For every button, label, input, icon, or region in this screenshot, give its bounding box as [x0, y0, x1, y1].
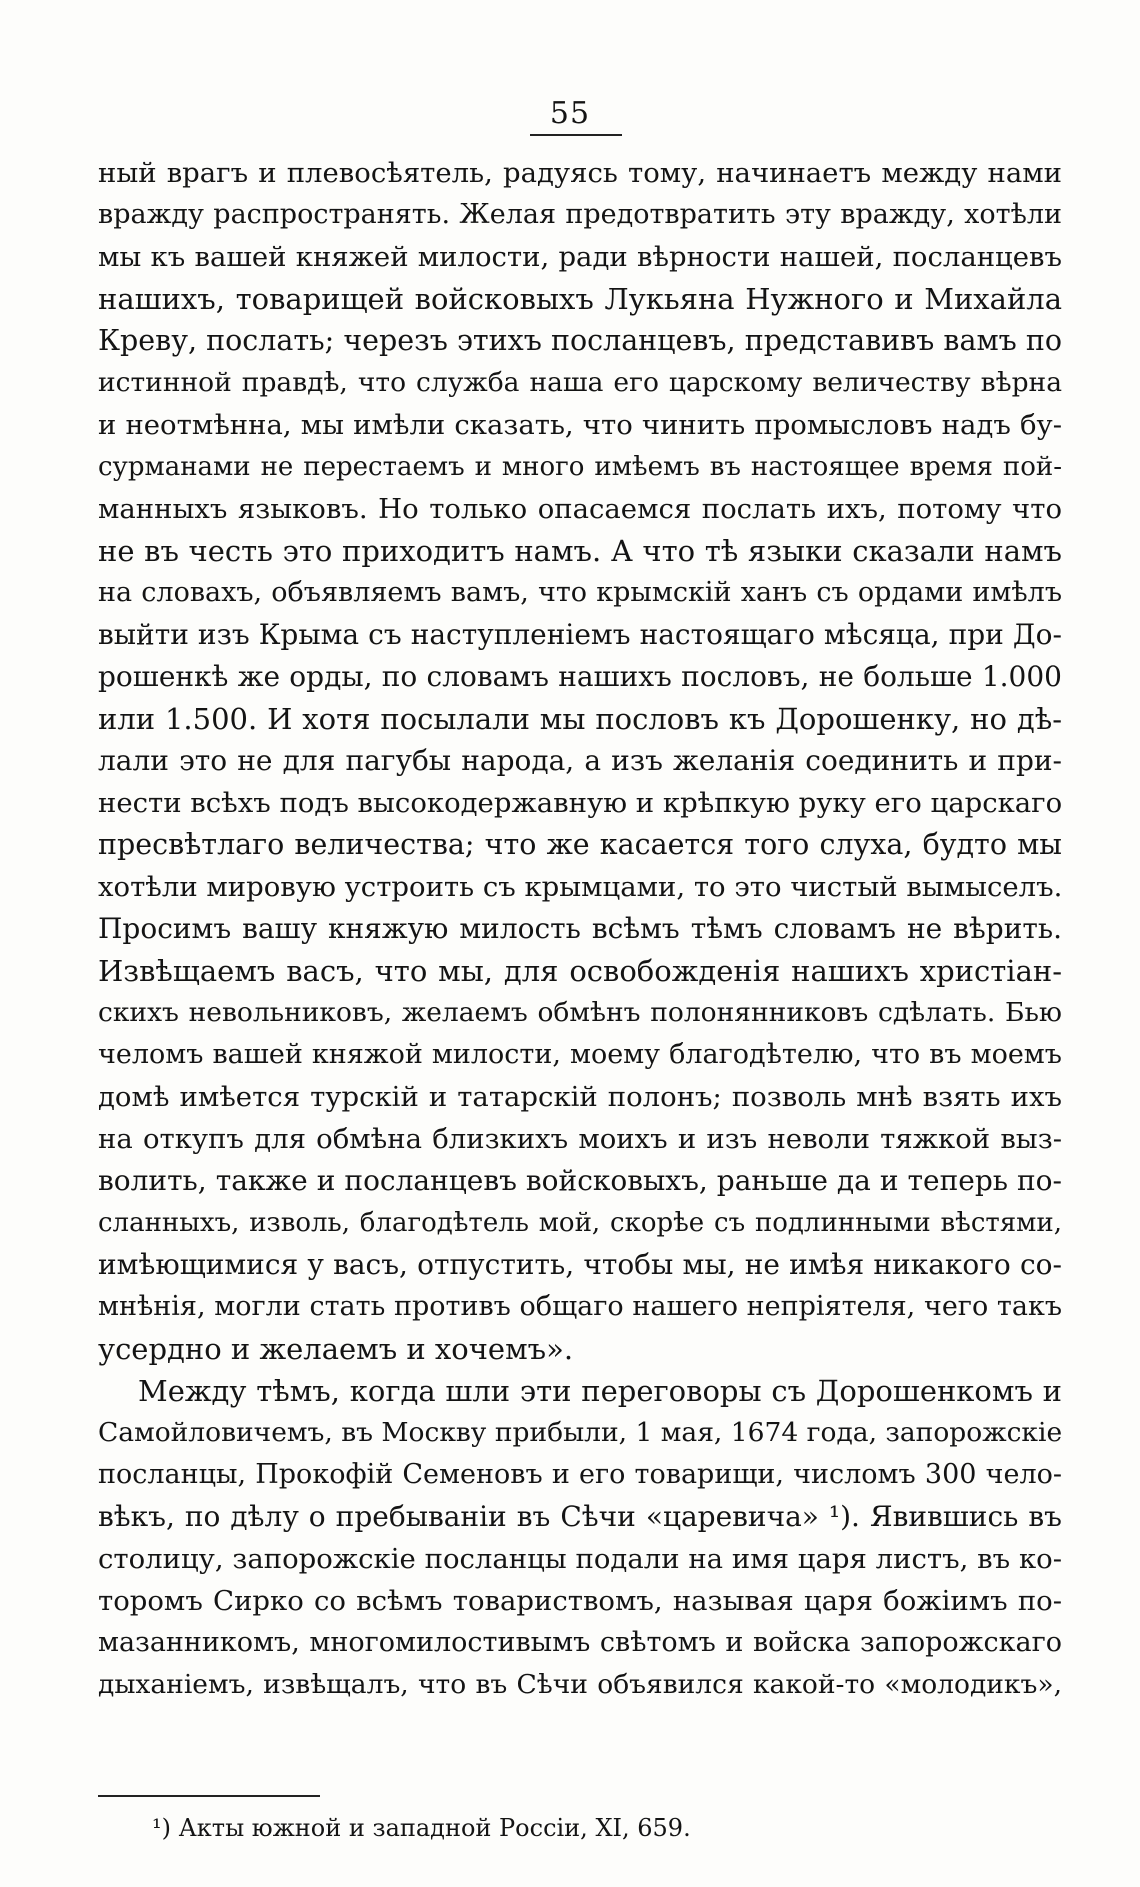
text-line: хотѣли мировую устроить съ крымцами, то это чистый вымыселъ.	[98, 871, 1062, 903]
text-line: мы къ вашей княжей милости, ради вѣрности нашей, посланцевъ	[98, 241, 1062, 273]
text-line: нести всѣхъ подъ высокодержавную и крѣпкую руку его царскаго	[98, 787, 1062, 819]
footnote-marker: ¹)	[152, 1814, 171, 1842]
text-line: или 1.500. И хотя посылали мы пословъ къ Дорошенку, но дѣ-	[98, 702, 1062, 736]
text-line: торомъ Сирко со всѣмъ товариствомъ, называя царя божіимъ по-	[98, 1585, 1062, 1617]
page-number: 55	[549, 96, 591, 131]
text-line: на словахъ, объявляемъ вамъ, что крымскій ханъ съ ордами имѣлъ	[98, 577, 1062, 608]
text-line: выйти изъ Крыма съ наступленіемъ настоящаго мѣсяца, при До-	[98, 618, 1062, 651]
text-line: манныхъ языковъ. Но только опасаемся послать ихъ, потому что	[98, 493, 1062, 525]
text-line: Между тѣмъ, когда шли эти переговоры съ Дорошенкомъ и	[138, 1374, 1062, 1408]
text-line: и неотмѣнна, мы имѣли сказать, что чинить промысловъ надъ бу-	[98, 409, 1062, 441]
footnote-rule	[98, 1795, 320, 1797]
footnote-text: Акты южной и западной Россіи, XI, 659.	[178, 1814, 691, 1842]
text-line: челомъ вашей княжой милости, моему благодѣтелю, что въ моемъ	[98, 1039, 1062, 1070]
text-line: сурманами не перестаемъ и много имѣемъ въ настоящее время пой-	[98, 452, 1062, 482]
text-line: вражду распространять. Желая предотвратить эту вражду, хотѣли	[98, 199, 1062, 230]
page-number-rule	[530, 134, 622, 136]
text-line: нашихъ, товарищей войсковыхъ Лукьяна Нужного и Михайла	[98, 282, 1062, 316]
text-line: Извѣщаемъ васъ, что мы, для освобожденія нашихъ христіан-	[98, 954, 1062, 988]
text-line: волить, также и посланцевъ войсковыхъ, раньше да и теперь по-	[98, 1164, 1062, 1197]
text-line: сланныхъ, изволь, благодѣтель мой, скорѣе съ подлинными вѣстями,	[98, 1208, 1062, 1238]
text-line: имѣющимися у васъ, отпустить, чтобы мы, не имѣя никакого со-	[98, 1248, 1062, 1281]
text-line: рошенкѣ же орды, по словамъ нашихъ пословъ, не больше 1.000	[98, 660, 1062, 693]
text-line: Креву, послать; черезъ этихъ посланцевъ, представивъ вамъ по	[98, 324, 1062, 357]
footnote	[152, 1812, 691, 1844]
text-line: вѣкъ, по дѣлу о пребываніи въ Сѣчи «царевича» ¹). Явившись въ	[98, 1500, 1062, 1533]
text-line: мнѣнія, могли стать противъ общаго нашего непріятеля, чего такъ	[98, 1291, 1062, 1322]
text-line: мазанникомъ, многомилостивымъ свѣтомъ и войска запорожскаго	[98, 1627, 1062, 1658]
text-line: истинной правдѣ, что служба наша его царскому величеству вѣрна	[98, 367, 1062, 398]
text-line: дыханіемъ, извѣщалъ, что въ Сѣчи объявился какой-то «молодикъ»,	[98, 1669, 1062, 1700]
text-line: столицу, запорожскіе посланцы подали на имя царя листъ, въ ко-	[98, 1543, 1062, 1575]
text-line: Просимъ вашу княжую милость всѣмъ тѣмъ словамъ не вѣрить.	[98, 912, 1062, 945]
text-line: ный врагъ и плевосѣятель, радуясь тому, начинаетъ между нами	[98, 157, 1062, 189]
text-line: на откупъ для обмѣна близкихъ моихъ и изъ неволи тяжкой выз-	[98, 1123, 1062, 1155]
text-line: не въ честь это приходитъ намъ. А что тѣ языки сказали намъ	[98, 534, 1062, 568]
text-line: Самойловичемъ, въ Москву прибыли, 1 мая, 1674 года, запорожскіе	[98, 1417, 1062, 1448]
text-line: домѣ имѣется турскій и татарскій полонъ; позволь мнѣ взять ихъ	[98, 1081, 1062, 1113]
text-line: посланцы, Прокофій Семеновъ и его товарищи, числомъ 300 чело-	[98, 1459, 1062, 1490]
text-line: пресвѣтлаго величества; что же касается того слуха, будто мы	[98, 828, 1062, 861]
text-line: скихъ невольниковъ, желаемъ обмѣнъ полонянниковъ сдѣлать. Бью	[98, 997, 1062, 1028]
text-line: лали это не для пагубы народа, а изъ желанія соединить и при-	[98, 744, 1062, 777]
text-line: усердно и желаемъ и хочемъ».	[98, 1332, 574, 1366]
